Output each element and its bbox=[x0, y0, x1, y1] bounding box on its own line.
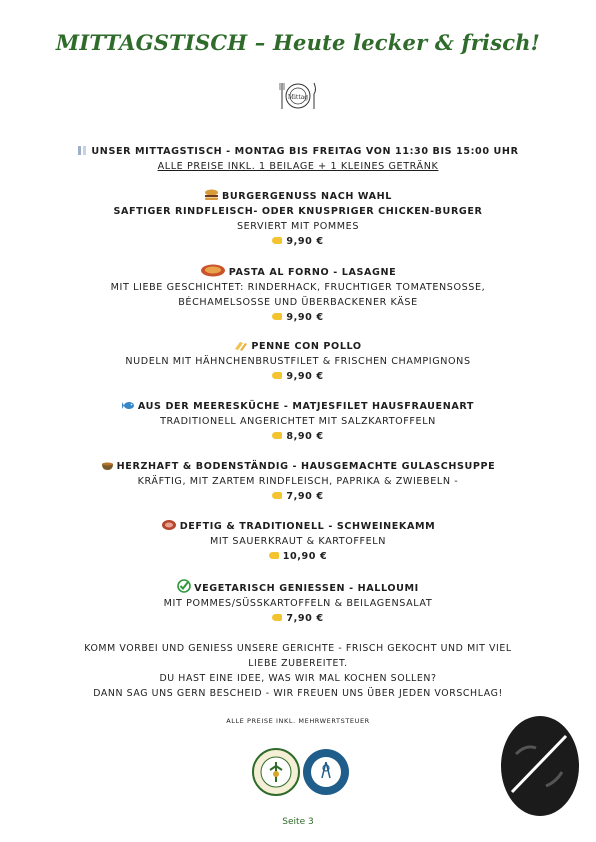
burger-icon bbox=[204, 189, 219, 201]
check-icon bbox=[177, 579, 191, 593]
intro-block bbox=[0, 144, 596, 174]
pointing-hand-icon bbox=[269, 552, 279, 559]
menu-item-matjes: AUS DER MEERESKÜCHE - MATJESFILET HAUSFRAUENART TRADITIONELL ANGERICHTET MIT SALZKARTOFFELN 8,90 € bbox=[0, 399, 596, 444]
price: 10,90 € bbox=[0, 549, 596, 564]
intro-subline: ALLE PREISE INKL. 1 BEILAGE + 1 KLEINES GETRÄNK bbox=[157, 161, 439, 172]
left-seal-logo bbox=[252, 748, 300, 796]
price: 8,90 € bbox=[0, 429, 596, 444]
price: 9,90 € bbox=[0, 310, 596, 325]
cutlery-icon bbox=[77, 145, 88, 156]
price: 7,90 € bbox=[0, 611, 596, 626]
pointing-hand-icon bbox=[272, 372, 282, 379]
pointing-hand-icon bbox=[272, 614, 282, 621]
page-title: MITTAGSTISCH – Heute lecker & frisch! bbox=[55, 30, 541, 55]
pointing-hand-icon bbox=[272, 432, 282, 439]
pasta-icon bbox=[234, 340, 248, 351]
lasagne-icon bbox=[200, 264, 226, 277]
menu-item-burger: BURGERGENUSS NACH WAHL SAFTIGER RINDFLEISCH- ODER KNUSPRIGER CHICKEN-BURGER SERVIERT MIT POMMES 9,90 € bbox=[0, 189, 596, 249]
meat-icon bbox=[161, 519, 177, 531]
plate-cutlery-icon bbox=[276, 78, 320, 112]
pointing-hand-icon bbox=[272, 237, 282, 244]
menu-item-lasagne: PASTA AL FORNO - LASAGNE MIT LIEBE GESCHICHTET: RINDERHACK, FRUCHTIGER TOMATENSOSSE, BÉCHAMELSOSSE UND ÜBERBACKENER KÄSE 9,90 € bbox=[0, 264, 596, 325]
page-number: Seite 3 bbox=[282, 817, 314, 827]
price: 7,90 € bbox=[0, 489, 596, 504]
fish-icon bbox=[122, 400, 135, 411]
menu-item-penne: PENNE CON POLLO NUDELN MIT HÄHNCHENBRUSTFILET & FRISCHEN CHAMPIGNONS 9,90 € bbox=[0, 339, 596, 384]
right-seal-logo bbox=[302, 748, 350, 796]
pointing-hand-icon bbox=[272, 492, 282, 499]
footer-text: KOMM VORBEI UND GENIESS UNSERE GERICHTE - FRISCH GEKOCHT UND MIT VIEL LIEBE ZUBEREITET. DU HAST EINE IDEE, WAS WIR MAL KOCHEN SOLLEN? DANN SAG UNS GERN BESCHEID - WIR FREUEN UNS ÜBER JEDEN VORSCHLAG! bbox=[84, 643, 512, 699]
menu-item-gulasch: HERZHAFT & BODENSTÄNDIG - HAUSGEMACHTE GULASCHSUPPE KRÄFTIG, MIT ZARTEM RINDFLEISCH, PAPRIKA & ZWIEBELN - 7,90 € bbox=[0, 459, 596, 504]
svg-text:Mittag: Mittag bbox=[287, 94, 309, 101]
intro-line: UNSER MITTAGSTISCH - MONTAG BIS FREITAG VON 11:30 BIS 15:00 UHR bbox=[0, 144, 596, 159]
tax-note: ALLE PREISE INKL. MEHRWERTSTEUER bbox=[226, 717, 370, 725]
pointing-hand-icon bbox=[272, 313, 282, 320]
price: 9,90 € bbox=[0, 234, 596, 249]
stamp-graphic bbox=[496, 714, 580, 818]
menu-item-schweinekamm: DEFTIG & TRADITIONELL - SCHWEINEKAMM MIT SAUERKRAUT & KARTOFFELN 10,90 € bbox=[0, 519, 596, 564]
menu-item-halloumi: VEGETARISCH GENIESSEN - HALLOUMI MIT POMMES/SÜSSKARTOFFELN & BEILAGENSALAT 7,90 € bbox=[0, 579, 596, 626]
price: 9,90 € bbox=[0, 369, 596, 384]
soup-icon bbox=[101, 461, 114, 471]
